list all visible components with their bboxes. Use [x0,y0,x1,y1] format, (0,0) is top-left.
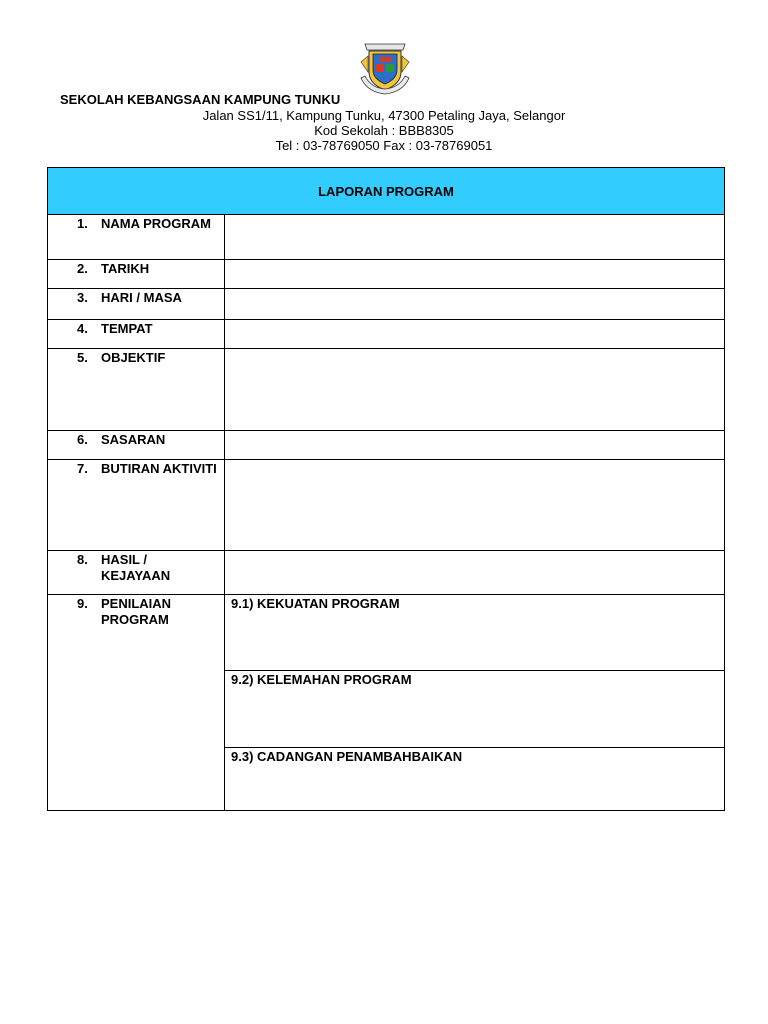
row-label-hasil-kejayaan: 8. HASIL / KEJAYAAN [48,551,225,595]
table-row [48,260,725,289]
table-row [48,551,725,595]
row-label-sasaran: 6. SASARAN [48,431,225,460]
field-kekuatan-program[interactable] [225,595,724,671]
school-name: SEKOLAH KEBANGSAAN KAMPUNG TUNKU [60,92,341,107]
school-code: Kod Sekolah : BBB8305 [314,123,454,138]
report-form-table [47,167,725,811]
table-row [48,289,725,320]
field-hari-masa[interactable] [225,289,725,320]
field-tempat[interactable] [225,320,725,349]
field-objektif[interactable] [225,349,725,431]
field-cadangan-penambahbaikan[interactable] [225,748,724,810]
table-row [48,460,725,551]
cadangan-penambahbaikan-label: 9.3) CADANGAN PENAMBAHBAIKAN [231,749,463,764]
field-nama-program[interactable] [225,215,725,260]
table-row [48,595,725,811]
field-butiran-aktiviti[interactable] [225,460,725,551]
field-hasil-kejayaan[interactable] [225,551,725,595]
school-crest-icon [359,42,411,96]
row-label-penilaian-program: 9. PENILAIAN PROGRAM [48,595,225,811]
row-label-objektif: 5. OBJEKTIF [48,349,225,431]
row-label-tarikh: 2. TARIKH [48,260,225,289]
kelemahan-program-label: 9.2) KELEMAHAN PROGRAM [231,672,412,687]
row-label-hari-masa: 3. HARI / MASA [48,289,225,320]
form-title: LAPORAN PROGRAM [48,168,725,215]
school-address: Jalan SS1/11, Kampung Tunku, 47300 Petaling Jaya, Selangor [202,108,566,123]
field-kelemahan-program[interactable] [225,671,724,748]
school-contact: Tel : 03-78769050 Fax : 03-78769051 [275,138,493,153]
row-label-butiran-aktiviti: 7. BUTIRAN AKTIVITI [48,460,225,551]
table-row [48,215,725,260]
field-tarikh[interactable] [225,260,725,289]
kekuatan-program-label: 9.1) KEKUATAN PROGRAM [231,596,400,611]
field-sasaran[interactable] [225,431,725,460]
row-label-nama-program: 1. NAMA PROGRAM [48,215,225,260]
penilaian-subsections [225,595,725,811]
table-row [48,320,725,349]
table-row [48,349,725,431]
table-row [48,431,725,460]
row-label-tempat: 4. TEMPAT [48,320,225,349]
